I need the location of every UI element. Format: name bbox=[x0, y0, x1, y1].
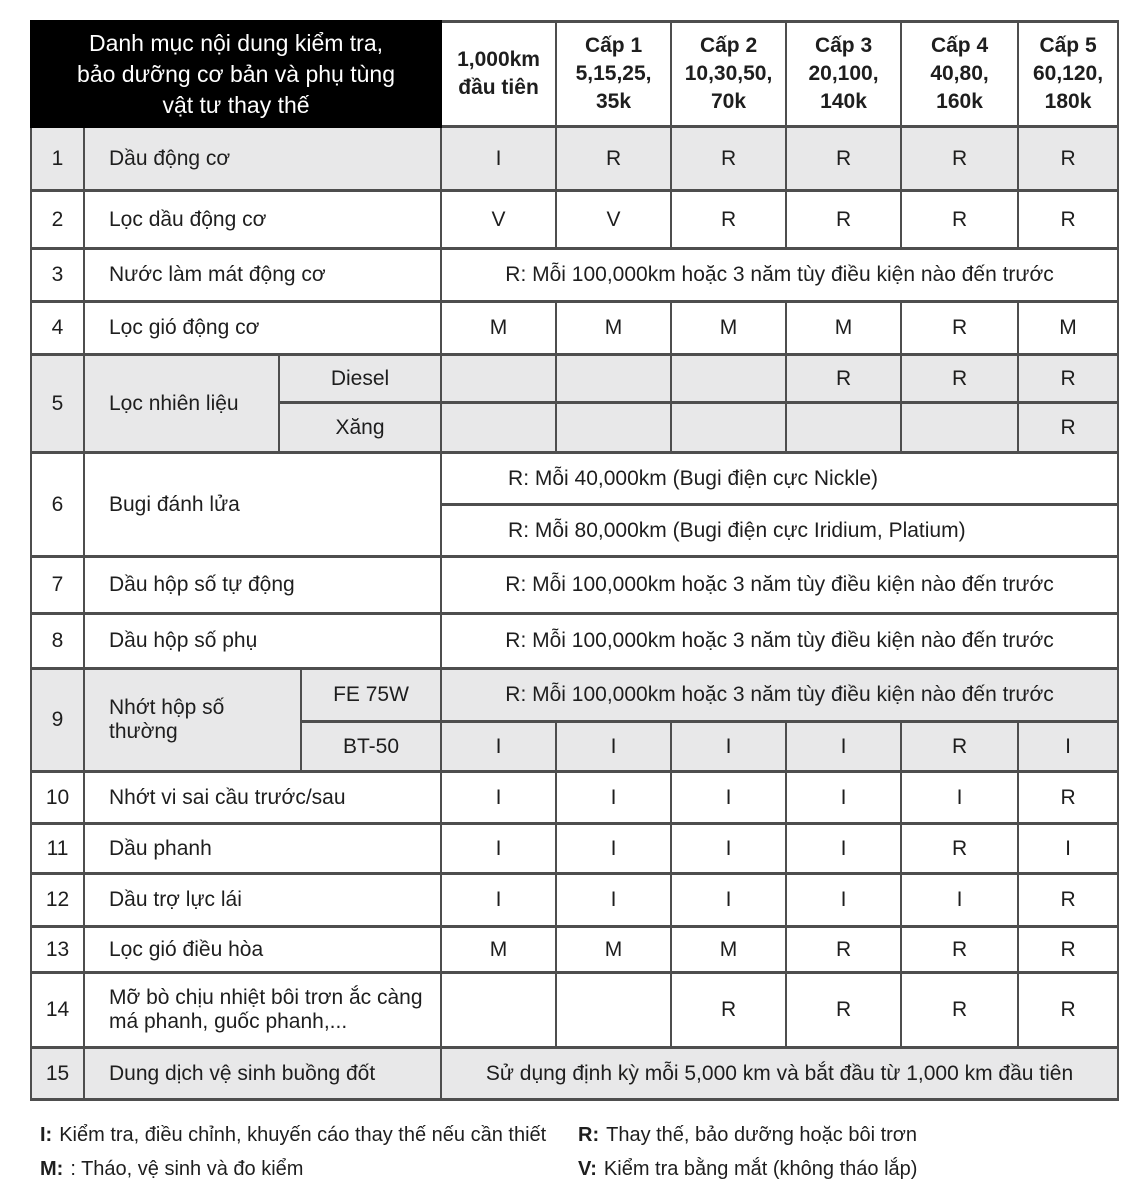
interval-cell: I bbox=[671, 772, 786, 824]
interval-cell: I bbox=[556, 772, 671, 824]
table-row bbox=[31, 127, 1118, 191]
interval-cell: I bbox=[786, 874, 901, 927]
interval-cell: R bbox=[1018, 403, 1118, 453]
interval-cell: I bbox=[556, 824, 671, 874]
interval-cell: R bbox=[901, 973, 1018, 1048]
interval-cell: I bbox=[786, 722, 901, 772]
column-header-cap5 bbox=[1018, 22, 1118, 127]
column-header-line: 40,80, bbox=[930, 62, 989, 85]
row-number-cell: 13 bbox=[31, 927, 84, 973]
sub-label-cell: Diesel bbox=[279, 355, 441, 403]
interval-cell: R bbox=[901, 722, 1018, 772]
column-header-line: Cấp 4 bbox=[930, 34, 989, 57]
interval-cell: R bbox=[901, 302, 1018, 355]
column-header-line: 140k bbox=[820, 90, 867, 113]
note-cell: R: Mỗi 100,000km hoặc 3 năm tùy điều kiện nào đến trước bbox=[441, 557, 1118, 614]
interval-cell: I bbox=[556, 722, 671, 772]
column-header-line: đầu tiên bbox=[458, 76, 539, 99]
interval-cell: I bbox=[441, 127, 556, 191]
row-number-cell: 15 bbox=[31, 1048, 84, 1100]
legend-key: M: bbox=[40, 1158, 64, 1180]
interval-cell bbox=[441, 403, 556, 453]
interval-cell: M bbox=[556, 927, 671, 973]
legend bbox=[40, 1122, 1116, 1190]
item-name-cell: Lọc gió động cơ bbox=[84, 302, 441, 355]
interval-cell bbox=[556, 355, 671, 403]
interval-cell: R bbox=[1018, 355, 1118, 403]
row-number-cell: 14 bbox=[31, 973, 84, 1048]
interval-cell: R bbox=[901, 355, 1018, 403]
legend-text: Thay thế, bảo dưỡng hoặc bôi trơn bbox=[606, 1124, 918, 1146]
row-number-cell: 8 bbox=[31, 614, 84, 669]
note-cell: R: Mỗi 40,000km (Bugi điện cực Nickle) bbox=[441, 453, 1118, 505]
interval-cell bbox=[556, 403, 671, 453]
table-row bbox=[31, 355, 1118, 403]
column-header-cap2 bbox=[671, 22, 786, 127]
legend-text: Kiểm tra bằng mắt (không tháo lắp) bbox=[603, 1158, 918, 1180]
item-name-cell: Nước làm mát động cơ bbox=[84, 249, 441, 302]
item-name-cell: Nhớt hộp số thường bbox=[84, 669, 301, 772]
interval-cell: R bbox=[556, 127, 671, 191]
legend-item-i bbox=[40, 1122, 578, 1148]
row-number-cell: 12 bbox=[31, 874, 84, 927]
column-header-line: Cấp 5 bbox=[1039, 34, 1097, 57]
interval-cell: M bbox=[671, 927, 786, 973]
row-number-cell: 7 bbox=[31, 557, 84, 614]
column-header-line: 180k bbox=[1044, 90, 1092, 113]
column-header-line: Cấp 1 bbox=[584, 34, 643, 57]
legend-text: Kiểm tra, điều chỉnh, khuyến cáo thay thế nếu cần thiết bbox=[59, 1124, 547, 1146]
column-header-line: 160k bbox=[936, 90, 983, 113]
interval-cell: R bbox=[901, 824, 1018, 874]
row-number-cell: 1 bbox=[31, 127, 84, 191]
column-header-line: 60,120, bbox=[1032, 62, 1104, 85]
interval-cell: I bbox=[1018, 824, 1118, 874]
interval-cell: I bbox=[786, 772, 901, 824]
note-cell: R: Mỗi 100,000km hoặc 3 năm tùy điều kiện nào đến trước bbox=[441, 249, 1118, 302]
table-title bbox=[31, 22, 441, 127]
interval-cell: I bbox=[786, 824, 901, 874]
column-header-cap3 bbox=[786, 22, 901, 127]
table-row bbox=[31, 874, 1118, 927]
interval-cell: R bbox=[901, 191, 1018, 249]
interval-cell: I bbox=[671, 722, 786, 772]
item-name-cell: Lọc nhiên liệu bbox=[84, 355, 279, 453]
interval-cell bbox=[671, 355, 786, 403]
legend-item-m bbox=[40, 1156, 578, 1182]
item-name-cell: Lọc dầu động cơ bbox=[84, 191, 441, 249]
item-name-cell: Dầu hộp số phụ bbox=[84, 614, 441, 669]
table-row bbox=[31, 302, 1118, 355]
table-row bbox=[31, 669, 1118, 722]
table-row bbox=[31, 973, 1118, 1048]
table-row bbox=[31, 191, 1118, 249]
interval-cell: I bbox=[441, 722, 556, 772]
interval-cell: M bbox=[556, 302, 671, 355]
interval-cell: R bbox=[671, 127, 786, 191]
note-cell: R: Mỗi 100,000km hoặc 3 năm tùy điều kiện nào đến trước bbox=[441, 669, 1118, 722]
item-name-cell: Dung dịch vệ sinh buồng đốt bbox=[84, 1048, 441, 1100]
row-number-cell: 10 bbox=[31, 772, 84, 824]
interval-cell: I bbox=[556, 874, 671, 927]
table-row bbox=[31, 453, 1118, 505]
column-header-line: Cấp 2 bbox=[699, 34, 758, 57]
interval-cell: I bbox=[441, 824, 556, 874]
interval-cell bbox=[786, 403, 901, 453]
interval-cell bbox=[441, 973, 556, 1048]
item-name-cell: Mỡ bò chịu nhiệt bôi trơn ắc càng má phanh, guốc phanh,... bbox=[84, 973, 441, 1048]
row-number-cell: 4 bbox=[31, 302, 84, 355]
legend-text: : Tháo, vệ sinh và đo kiểm bbox=[70, 1158, 304, 1180]
interval-cell: I bbox=[671, 874, 786, 927]
table-row bbox=[31, 1048, 1118, 1100]
interval-cell: M bbox=[1018, 302, 1118, 355]
interval-cell: R bbox=[901, 927, 1018, 973]
item-name-cell: Dầu động cơ bbox=[84, 127, 441, 191]
note-cell: Sử dụng định kỳ mỗi 5,000 km và bắt đầu từ 1,000 km đầu tiên bbox=[441, 1048, 1118, 1100]
interval-cell bbox=[671, 403, 786, 453]
interval-cell: R bbox=[786, 191, 901, 249]
note-cell: R: Mỗi 80,000km (Bugi điện cực Iridium, Platium) bbox=[441, 505, 1118, 557]
column-header-line: 70k bbox=[711, 90, 747, 113]
table-title-line: Danh mục nội dung kiểm tra, bbox=[88, 29, 384, 56]
table-title-line: vật tư thay thế bbox=[162, 91, 310, 118]
interval-cell: R bbox=[1018, 927, 1118, 973]
sub-label-cell: FE 75W bbox=[301, 669, 441, 722]
interval-cell: I bbox=[1018, 722, 1118, 772]
table-row bbox=[31, 614, 1118, 669]
column-header-line: 20,100, bbox=[808, 62, 879, 85]
interval-cell: R bbox=[1018, 127, 1118, 191]
column-header-line: Cấp 3 bbox=[814, 34, 873, 57]
item-name-cell: Lọc gió điều hòa bbox=[84, 927, 441, 973]
column-header-line: 35k bbox=[596, 90, 632, 113]
legend-key: I: bbox=[40, 1124, 53, 1146]
row-number-cell: 9 bbox=[31, 669, 84, 772]
interval-cell: V bbox=[441, 191, 556, 249]
item-name-cell: Dầu phanh bbox=[84, 824, 441, 874]
item-name-cell: Bugi đánh lửa bbox=[84, 453, 441, 557]
interval-cell: I bbox=[441, 772, 556, 824]
row-number-cell: 6 bbox=[31, 453, 84, 557]
column-header-cap4 bbox=[901, 22, 1018, 127]
item-name-cell: Dầu hộp số tự động bbox=[84, 557, 441, 614]
interval-cell: I bbox=[441, 874, 556, 927]
column-header-line: 5,15,25, bbox=[575, 62, 652, 85]
interval-cell: M bbox=[786, 302, 901, 355]
legend-column-right bbox=[578, 1122, 1116, 1190]
interval-cell: R bbox=[786, 927, 901, 973]
table-row bbox=[31, 927, 1118, 973]
note-cell: R: Mỗi 100,000km hoặc 3 năm tùy điều kiện nào đến trước bbox=[441, 614, 1118, 669]
table-row bbox=[31, 249, 1118, 302]
sub-label-cell: Xăng bbox=[279, 403, 441, 453]
legend-item-r bbox=[578, 1122, 1116, 1148]
interval-cell: R bbox=[671, 973, 786, 1048]
item-name-cell: Nhớt vi sai cầu trước/sau bbox=[84, 772, 441, 824]
interval-cell: R bbox=[786, 973, 901, 1048]
interval-cell: V bbox=[556, 191, 671, 249]
column-header-line: 1,000km bbox=[457, 48, 540, 71]
table-row bbox=[31, 772, 1118, 824]
legend-key: V: bbox=[578, 1158, 597, 1180]
interval-cell: R bbox=[1018, 973, 1118, 1048]
interval-cell: M bbox=[441, 927, 556, 973]
sub-label-cell: BT-50 bbox=[301, 722, 441, 772]
interval-cell: I bbox=[901, 874, 1018, 927]
interval-cell: R bbox=[901, 127, 1018, 191]
column-header-first-1000km bbox=[441, 22, 556, 127]
interval-cell bbox=[556, 973, 671, 1048]
row-number-cell: 2 bbox=[31, 191, 84, 249]
interval-cell: R bbox=[1018, 874, 1118, 927]
interval-cell: I bbox=[901, 772, 1018, 824]
table-row bbox=[31, 824, 1118, 874]
interval-cell bbox=[901, 403, 1018, 453]
column-header-cap1 bbox=[556, 22, 671, 127]
interval-cell bbox=[441, 355, 556, 403]
row-number-cell: 3 bbox=[31, 249, 84, 302]
interval-cell: R bbox=[786, 355, 901, 403]
item-name-cell: Dầu trợ lực lái bbox=[84, 874, 441, 927]
interval-cell: I bbox=[671, 824, 786, 874]
legend-key: R: bbox=[578, 1124, 600, 1146]
table-title-line: bảo dưỡng cơ bản và phụ tùng bbox=[77, 60, 395, 87]
interval-cell: R bbox=[671, 191, 786, 249]
interval-cell: M bbox=[441, 302, 556, 355]
interval-cell: R bbox=[1018, 772, 1118, 824]
interval-cell: R bbox=[786, 127, 901, 191]
header-row bbox=[31, 22, 1118, 127]
maintenance-schedule-table bbox=[30, 20, 1119, 1101]
row-number-cell: 11 bbox=[31, 824, 84, 874]
interval-cell: M bbox=[671, 302, 786, 355]
row-number-cell: 5 bbox=[31, 355, 84, 453]
legend-item-v bbox=[578, 1156, 1116, 1182]
legend-column-left bbox=[40, 1122, 578, 1190]
interval-cell: R bbox=[1018, 191, 1118, 249]
table-row bbox=[31, 557, 1118, 614]
column-header-line: 10,30,50, bbox=[684, 62, 773, 85]
